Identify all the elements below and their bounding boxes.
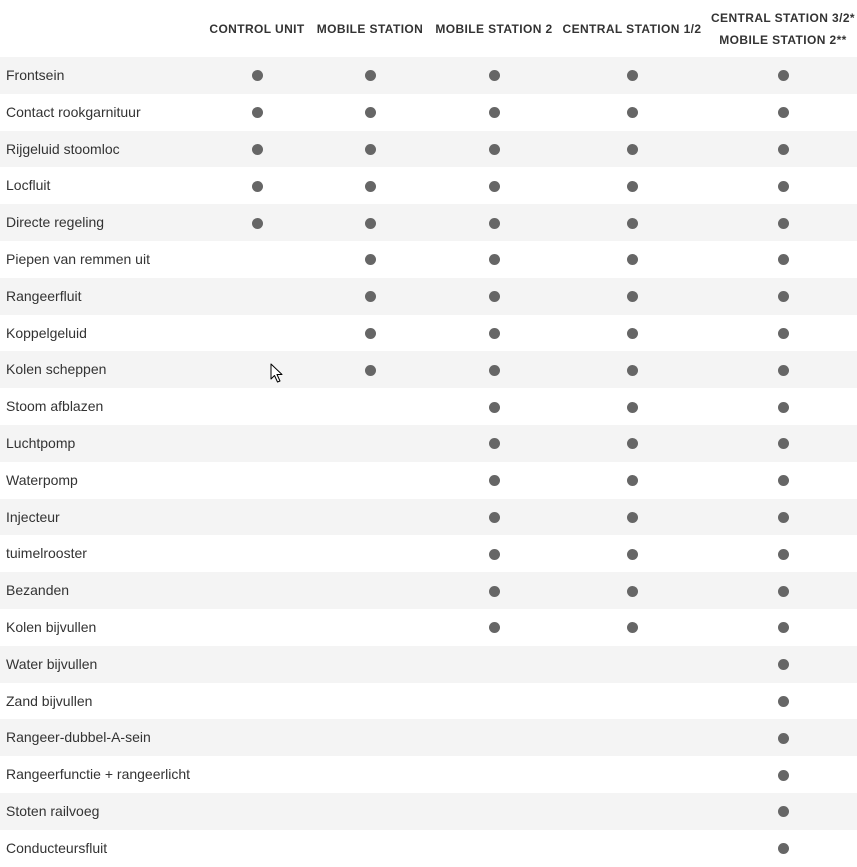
- feature-label: Contact rookgarnituur: [6, 103, 141, 120]
- feature-label: Frontsein: [6, 67, 65, 83]
- table-header-row: [0, 0, 857, 57]
- supported-dot-icon: [252, 144, 263, 155]
- supported-dot-icon: [489, 254, 500, 265]
- supported-dot-icon: [778, 512, 789, 523]
- table-row: [0, 572, 857, 609]
- supported-dot-icon: [365, 181, 376, 192]
- feature-label: Stoten railvoeg: [6, 802, 100, 819]
- table-row: [0, 278, 857, 315]
- column-header-ms: [310, 0, 430, 57]
- feature-label: Directe regeling: [6, 214, 105, 231]
- feature-label: Rangeerfluit: [6, 287, 82, 304]
- table-body: [0, 57, 857, 867]
- supported-dot-icon: [778, 365, 789, 376]
- table-row: [0, 241, 857, 278]
- supported-dot-icon: [489, 402, 500, 413]
- supported-dot-icon: [252, 70, 263, 81]
- table-row: [0, 646, 857, 683]
- supported-dot-icon: [778, 218, 789, 229]
- supported-dot-icon: [489, 181, 500, 192]
- table-row: [0, 57, 857, 94]
- supported-dot-icon: [252, 181, 263, 192]
- supported-dot-icon: [778, 549, 789, 560]
- feature-label: Rangeerfunctie + rangeerlicht: [6, 766, 191, 783]
- supported-dot-icon: [778, 696, 789, 707]
- supported-dot-icon: [778, 402, 789, 413]
- supported-dot-icon: [778, 181, 789, 192]
- feature-label: Luchtpomp: [6, 434, 76, 451]
- table-row: [0, 462, 857, 499]
- supported-dot-icon: [778, 806, 789, 817]
- feature-label: Conducteursfluit: [6, 839, 108, 856]
- feature-label: Injecteur: [6, 508, 60, 525]
- supported-dot-icon: [778, 843, 789, 854]
- supported-dot-icon: [627, 586, 638, 597]
- supported-dot-icon: [489, 586, 500, 597]
- supported-dot-icon: [778, 622, 789, 633]
- feature-label: Bezanden: [6, 582, 70, 599]
- supported-dot-icon: [627, 328, 638, 339]
- feature-label: Zand bijvullen: [6, 692, 93, 709]
- feature-label: Kolen scheppen: [6, 361, 107, 378]
- column-header-label: CENTRAL STATION 3/2*: [710, 10, 855, 25]
- table-row: [0, 167, 857, 204]
- table-row: [0, 535, 857, 572]
- supported-dot-icon: [778, 586, 789, 597]
- supported-dot-icon: [627, 70, 638, 81]
- table-row: [0, 315, 857, 352]
- supported-dot-icon: [778, 733, 789, 744]
- column-header-label: CONTROL UNIT: [209, 21, 305, 36]
- supported-dot-icon: [489, 438, 500, 449]
- table-row: [0, 830, 857, 867]
- table-row: [0, 793, 857, 830]
- supported-dot-icon: [627, 438, 638, 449]
- supported-dot-icon: [489, 622, 500, 633]
- mouse-pointer-icon: [270, 363, 284, 383]
- supported-dot-icon: [627, 512, 638, 523]
- supported-dot-icon: [365, 291, 376, 302]
- column-header-label: MOBILE STATION: [316, 21, 424, 36]
- feature-label: Koppelgeluid: [6, 324, 87, 341]
- supported-dot-icon: [627, 549, 638, 560]
- supported-dot-icon: [627, 181, 638, 192]
- supported-dot-icon: [778, 659, 789, 670]
- table-row: [0, 499, 857, 536]
- table-row: [0, 609, 857, 646]
- supported-dot-icon: [365, 107, 376, 118]
- supported-dot-icon: [489, 70, 500, 81]
- column-header-label: CENTRAL STATION 1/2: [562, 21, 702, 36]
- table-row: [0, 683, 857, 720]
- supported-dot-icon: [778, 70, 789, 81]
- supported-dot-icon: [365, 254, 376, 265]
- feature-label: Stoom afblazen: [6, 398, 104, 415]
- feature-label: Kolen bijvullen: [6, 618, 97, 635]
- supported-dot-icon: [778, 328, 789, 339]
- supported-dot-icon: [778, 770, 789, 781]
- supported-dot-icon: [627, 402, 638, 413]
- supported-dot-icon: [778, 438, 789, 449]
- feature-label: Locfluit: [6, 177, 51, 194]
- supported-dot-icon: [365, 365, 376, 376]
- table-row: [0, 425, 857, 462]
- feature-label: Piepen van remmen uit: [6, 250, 150, 267]
- feature-label: Rangeer-dubbel-A-sein: [6, 729, 151, 746]
- feature-label: Water bijvullen: [6, 655, 98, 672]
- supported-dot-icon: [627, 218, 638, 229]
- feature-label: Waterpomp: [6, 471, 78, 488]
- supported-dot-icon: [778, 291, 789, 302]
- supported-dot-icon: [778, 475, 789, 486]
- supported-dot-icon: [627, 254, 638, 265]
- table-row: [0, 94, 857, 131]
- table-row: [0, 204, 857, 241]
- column-header-label: MOBILE STATION 2: [435, 21, 553, 36]
- supported-dot-icon: [365, 218, 376, 229]
- supported-dot-icon: [252, 107, 263, 118]
- table-row: [0, 756, 857, 793]
- supported-dot-icon: [627, 107, 638, 118]
- supported-dot-icon: [365, 144, 376, 155]
- feature-label: Rijgeluid stoomloc: [6, 140, 120, 157]
- supported-dot-icon: [489, 328, 500, 339]
- supported-dot-icon: [489, 144, 500, 155]
- supported-dot-icon: [489, 107, 500, 118]
- supported-dot-icon: [627, 365, 638, 376]
- column-header-label-secondary: MOBILE STATION 2**: [719, 32, 847, 47]
- column-header-cu: [202, 0, 312, 57]
- supported-dot-icon: [489, 218, 500, 229]
- supported-dot-icon: [627, 475, 638, 486]
- supported-dot-icon: [365, 70, 376, 81]
- table-row: [0, 719, 857, 756]
- supported-dot-icon: [365, 328, 376, 339]
- supported-dot-icon: [489, 365, 500, 376]
- supported-dot-icon: [778, 144, 789, 155]
- supported-dot-icon: [627, 144, 638, 155]
- supported-dot-icon: [252, 218, 263, 229]
- table-row: [0, 388, 857, 425]
- supported-dot-icon: [489, 549, 500, 560]
- column-header-cs32: [703, 0, 857, 57]
- supported-dot-icon: [489, 291, 500, 302]
- supported-dot-icon: [489, 475, 500, 486]
- table-row: [0, 351, 857, 388]
- column-header-cs12: [557, 0, 707, 57]
- supported-dot-icon: [627, 291, 638, 302]
- feature-label: tuimelrooster: [6, 545, 87, 562]
- supported-dot-icon: [489, 512, 500, 523]
- supported-dot-icon: [778, 254, 789, 265]
- table-row: [0, 131, 857, 168]
- supported-dot-icon: [778, 107, 789, 118]
- column-header-ms2: [429, 0, 559, 57]
- supported-dot-icon: [627, 622, 638, 633]
